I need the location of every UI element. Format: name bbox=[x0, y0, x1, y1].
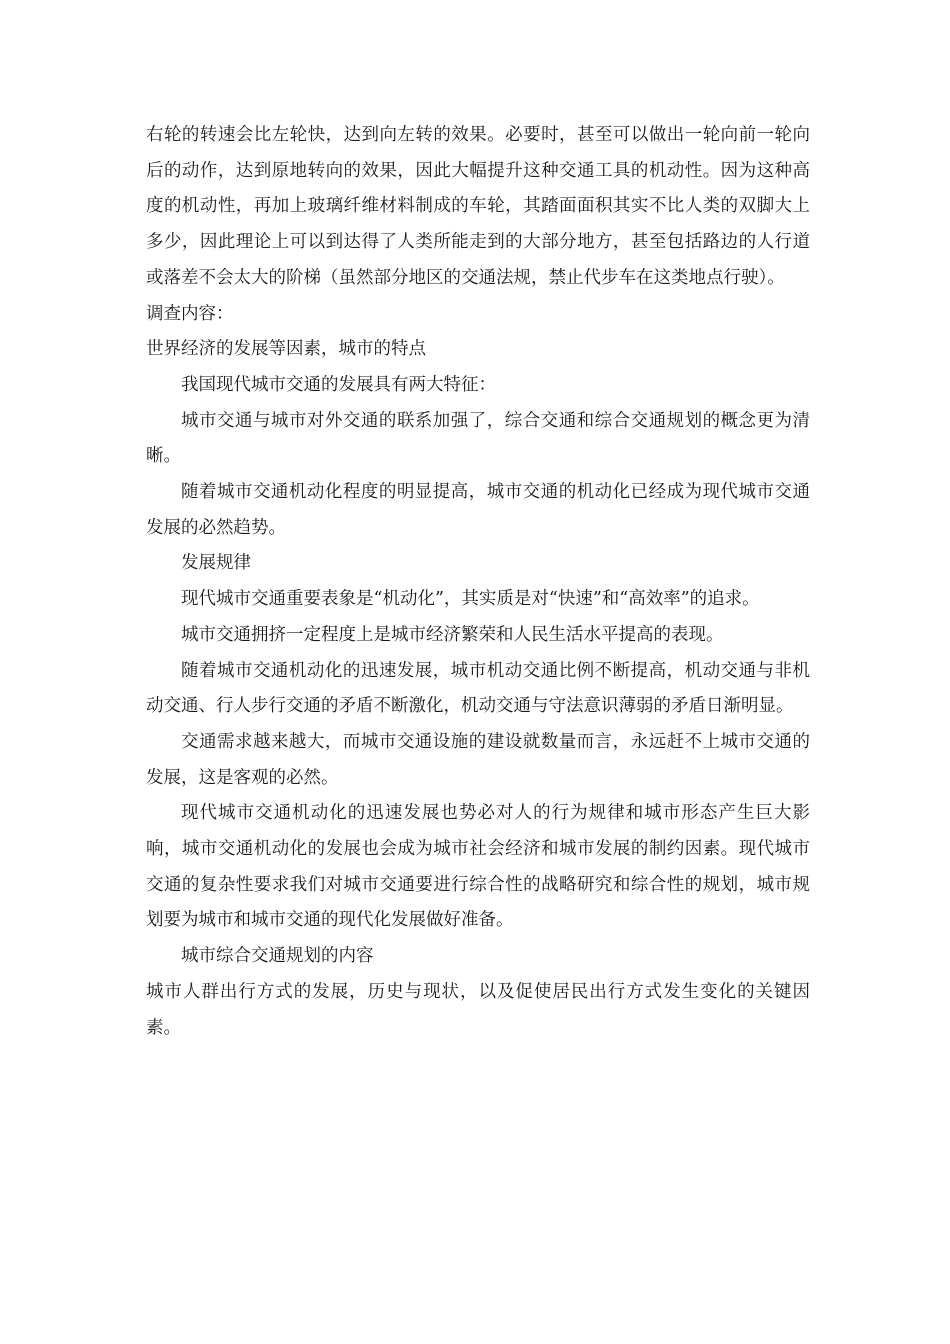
paragraph-travel-modes: 城市人群出行方式的发展，历史与现状，以及促使居民出行方式发生变化的关键因素。 bbox=[146, 981, 810, 1038]
paragraph-motorization: 现代城市交通重要表象是“机动化”，其实质是对“快速”和“高效率”的追求。 bbox=[181, 589, 760, 610]
paragraph-feature-one: 城市交通与城市对外交通的联系加强了，综合交通和综合交通规划的概念更为清晰。 bbox=[146, 410, 810, 467]
paragraph-congestion: 城市交通拥挤一定程度上是城市经济繁荣和人民生活水平提高的表现。 bbox=[181, 624, 724, 645]
paragraph-feature-two: 随着城市交通机动化程度的明显提高，城市交通的机动化已经成为现代城市交通发展的必然趋势。 bbox=[146, 482, 810, 538]
paragraph-demand: 交通需求越来越大，而城市交通设施的建设就数量而言，永远赶不上城市交通的发展，这是客观的必然。 bbox=[146, 731, 810, 788]
paragraph-two-features: 我国现代城市交通的发展具有两大特征： bbox=[181, 374, 496, 395]
paragraph-economic-factors: 世界经济的发展等因素，城市的特点 bbox=[146, 339, 426, 360]
heading-planning-content: 城市综合交通规划的内容 bbox=[181, 946, 374, 967]
heading-development-rules: 发展规律 bbox=[181, 553, 251, 574]
document-body bbox=[146, 118, 810, 1046]
paragraph-wheelchair-mobility: 右轮的转速会比左轮快，达到向左转的效果。必要时，甚至可以做出一轮向前一轮向后的动作，达到原地转向的效果，因此大幅提升这种交通工具的机动性。因为这种高度的机动性，再加上玻璃纤维材料制成的车轮，其踏面面积其实不比人类的双脚大上多少，因此理论上可以到达得了人类所能走到的大部分地方，甚至包括路边的人行道或落差不会太大的阶梯（虽然部分地区的交通法规，禁止代步车在这类地点行驶）。 bbox=[146, 125, 810, 288]
paragraph-impact: 现代城市交通机动化的迅速发展也势必对人的行为规律和城市形态产生巨大影响，城市交通机动化的发展也会成为城市社会经济和城市发展的制约因素。现代城市交通的复杂性要求我们对城市交通要进行综合性的战略研究和综合性的规划，城市规划要为城市和城市交通的现代化发展做好准备。 bbox=[146, 803, 810, 931]
paragraph-survey-content: 调查内容： bbox=[146, 303, 234, 324]
paragraph-conflicts: 随着城市交通机动化的迅速发展，城市机动交通比例不断提高，机动交通与非机动交通、行人步行交通的矛盾不断激化，机动交通与守法意识薄弱的矛盾日渐明显。 bbox=[146, 660, 810, 717]
